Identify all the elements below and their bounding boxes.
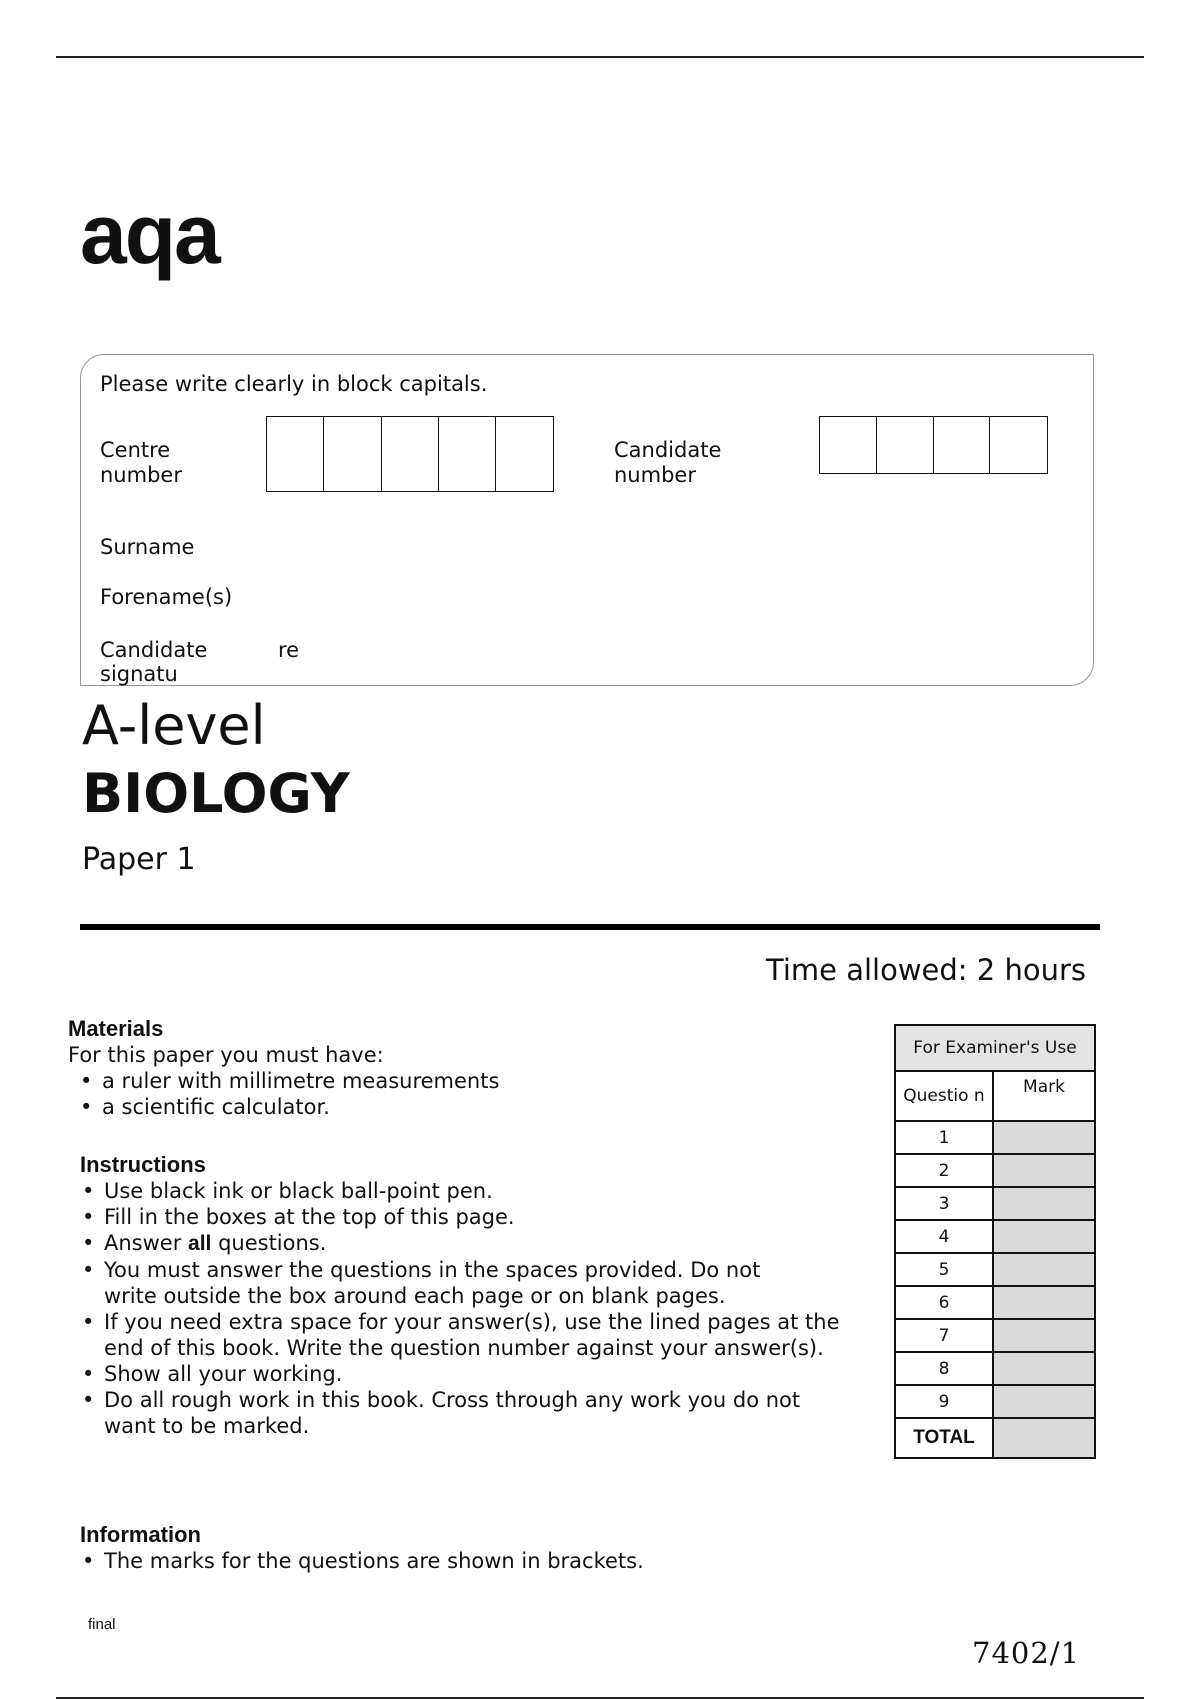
mark-cell[interactable] bbox=[993, 1220, 1095, 1253]
centre-number-digit[interactable] bbox=[324, 417, 382, 491]
paper-number: Paper 1 bbox=[82, 842, 196, 877]
mark-cell[interactable] bbox=[993, 1385, 1095, 1418]
list-item: • You must answer the questions in the spaces provided. Do not write outside the box around each page or on blank pages. bbox=[80, 1257, 764, 1309]
qualification-level: A-level bbox=[82, 694, 266, 757]
question-number: 2 bbox=[895, 1154, 993, 1187]
list-item: • Do all rough work in this book. Cross through any work you do not want to be marked. bbox=[80, 1387, 824, 1439]
signature-field[interactable] bbox=[310, 632, 1080, 672]
information-heading: Information bbox=[80, 1522, 201, 1547]
mark-column-header: Mark bbox=[993, 1071, 1095, 1121]
time-allowed: Time allowed: 2 hours bbox=[766, 953, 1086, 987]
question-number: 8 bbox=[895, 1352, 993, 1385]
subject-title: BIOLOGY bbox=[82, 762, 350, 825]
forename-field[interactable] bbox=[260, 580, 1080, 616]
candidate-signature-label-fragment: re bbox=[278, 638, 300, 662]
mark-cell[interactable] bbox=[993, 1253, 1095, 1286]
question-number: 9 bbox=[895, 1385, 993, 1418]
candidate-number-digit[interactable] bbox=[820, 417, 877, 473]
candidate-number-digit[interactable] bbox=[934, 417, 991, 473]
instructions-list bbox=[80, 1178, 850, 1439]
centre-number-digit[interactable] bbox=[496, 417, 553, 491]
materials-list bbox=[78, 1068, 868, 1120]
question-number: 5 bbox=[895, 1253, 993, 1286]
list-item: • a scientific calculator. bbox=[78, 1094, 868, 1120]
mark-cell[interactable] bbox=[993, 1352, 1095, 1385]
materials-intro: For this paper you must have: bbox=[68, 1043, 384, 1067]
total-label: TOTAL bbox=[895, 1418, 993, 1458]
information-section bbox=[80, 1522, 850, 1574]
examiner-table-title: For Examiner's Use bbox=[895, 1025, 1095, 1071]
centre-number-digit[interactable] bbox=[267, 417, 324, 491]
list-item: • Use black ink or black ball-point pen. bbox=[80, 1178, 850, 1204]
centre-number-digit[interactable] bbox=[382, 417, 439, 491]
candidate-signature-label: Candidate signatu bbox=[100, 638, 208, 686]
bottom-rule bbox=[56, 1697, 1144, 1699]
list-item: • Fill in the boxes at the top of this page. bbox=[80, 1204, 850, 1230]
list-item: • If you need extra space for your answer(s), use the lined pages at the end of this book. Write the question number against your answer(s). bbox=[80, 1309, 864, 1361]
examiner-use-table bbox=[894, 1024, 1096, 1459]
information-list bbox=[80, 1548, 850, 1574]
centre-number-boxes[interactable] bbox=[266, 416, 554, 492]
question-number: 7 bbox=[895, 1319, 993, 1352]
candidate-number-label: Candidate number bbox=[614, 438, 722, 487]
question-number: 3 bbox=[895, 1187, 993, 1220]
surname-field[interactable] bbox=[260, 530, 1080, 566]
list-item: • Answer all questions. bbox=[80, 1230, 850, 1257]
candidate-number-digit[interactable] bbox=[990, 417, 1047, 473]
instructions-heading: Instructions bbox=[80, 1152, 206, 1177]
title-divider bbox=[80, 924, 1100, 930]
materials-heading: Materials bbox=[68, 1016, 164, 1041]
candidate-number-digit[interactable] bbox=[877, 417, 934, 473]
list-item: • a ruler with millimetre measurements bbox=[78, 1068, 868, 1094]
centre-number-label: Centre number bbox=[100, 438, 182, 487]
question-number: 1 bbox=[895, 1121, 993, 1154]
mark-cell[interactable] bbox=[993, 1319, 1095, 1352]
question-column-header: Questio n bbox=[895, 1071, 993, 1121]
mark-cell[interactable] bbox=[993, 1121, 1095, 1154]
materials-section bbox=[68, 1016, 868, 1120]
mark-cell[interactable] bbox=[993, 1154, 1095, 1187]
paper-code: 7402/1 bbox=[972, 1636, 1081, 1670]
question-number: 4 bbox=[895, 1220, 993, 1253]
centre-number-digit[interactable] bbox=[439, 417, 496, 491]
forename-label: Forename(s) bbox=[100, 585, 233, 609]
mark-cell[interactable] bbox=[993, 1286, 1095, 1319]
total-mark-cell[interactable] bbox=[993, 1418, 1095, 1458]
instructions-section bbox=[80, 1152, 850, 1439]
aqa-logo: aqa bbox=[80, 187, 219, 281]
list-item: • Show all your working. bbox=[80, 1361, 850, 1387]
mark-cell[interactable] bbox=[993, 1187, 1095, 1220]
top-rule bbox=[56, 56, 1144, 58]
question-number: 6 bbox=[895, 1286, 993, 1319]
candidate-number-boxes[interactable] bbox=[819, 416, 1048, 474]
document-status: final bbox=[88, 1616, 116, 1633]
block-capitals-instruction: Please write clearly in block capitals. bbox=[100, 372, 488, 396]
surname-label: Surname bbox=[100, 535, 195, 559]
list-item: • The marks for the questions are shown in brackets. bbox=[80, 1548, 850, 1574]
